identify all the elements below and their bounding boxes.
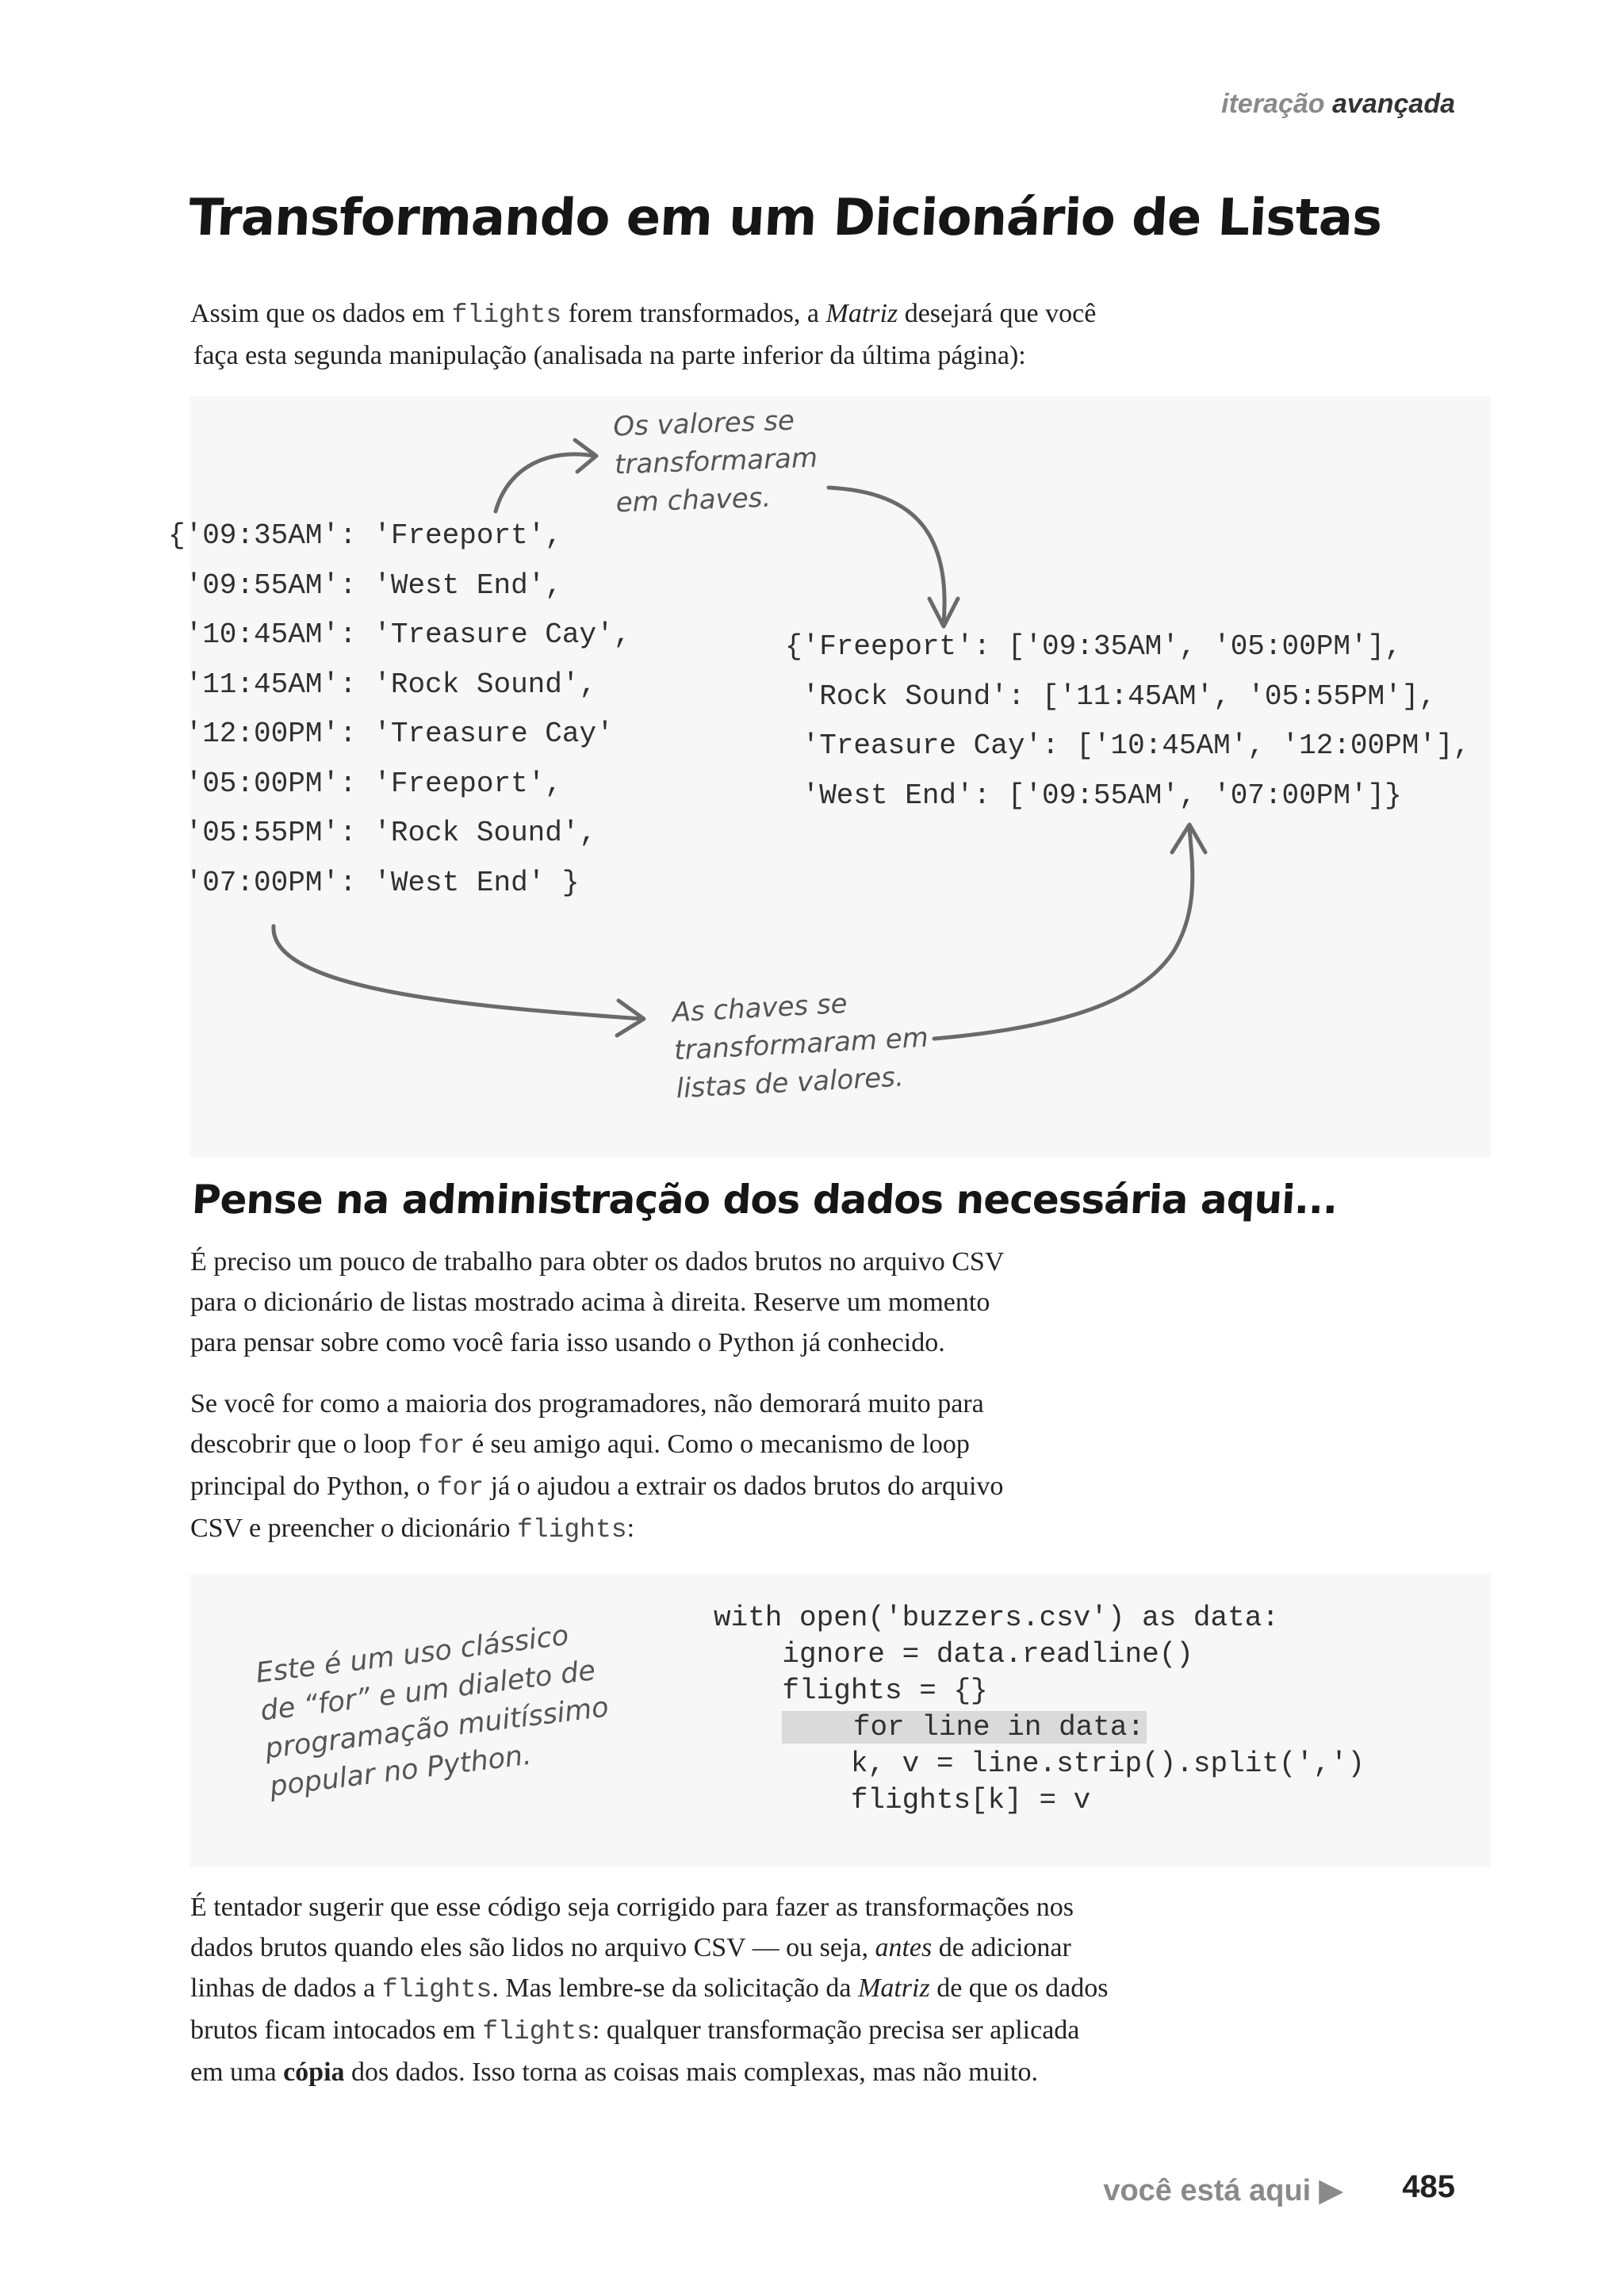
paragraph-line: principal do Python, o for já o ajudou a extrair os dados brutos do arquivo <box>190 1472 1004 1503</box>
arrow-note-to-right <box>829 488 944 622</box>
left-dict-line: '12:00PM': 'Treasure Cay' <box>168 718 614 750</box>
code-line <box>714 1711 1365 1748</box>
section-subtitle: Pense na administração dos dados necessária aqui... <box>190 1177 1339 1223</box>
paragraph-line: brutos ficam intocados em flights: qualquer transformação precisa ser aplicada <box>190 2015 1080 2046</box>
running-head-dark: avançada <box>1332 89 1455 119</box>
code-line: flights[k] = v <box>714 1784 1091 1816</box>
highlighted-for-loop: for line in data: <box>782 1711 1147 1744</box>
left-dict-line: '09:55AM': 'West End', <box>168 568 562 602</box>
right-dict-line: 'West End': ['09:55AM', '07:00PM']} <box>785 779 1402 812</box>
note-keys-to-lists: As chaves se transformaram em listas de valores. <box>671 987 929 1105</box>
paragraph-line: descobrir que o loop for é seu amigo aqui. Como o mecanismo de loop <box>190 1430 970 1460</box>
right-dict-line: 'Rock Sound': ['11:45AM', '05:55PM'], <box>785 679 1436 713</box>
paragraph-line: É tentador sugerir que esse código seja corrigido para fazer as transformações nos <box>190 1893 1074 1922</box>
page-title: Transformando em um Dicionário de Listas <box>187 189 1384 247</box>
paragraph-1 <box>190 1242 1004 1363</box>
paragraph-line: para pensar sobre como você faria isso usando o Python já conhecido. <box>190 1328 945 1357</box>
note-for-idiom: Este é um uso clássico de “for” e um dialeto de programação muitíssimo popular no Python. <box>254 1619 611 1803</box>
code-line: with open('buzzers.csv') as data: <box>714 1602 1279 1634</box>
left-dict-line: '07:00PM': 'West End' } <box>168 866 580 899</box>
paragraph-line: É preciso um pouco de trabalho para obter os dados brutos no arquivo CSV <box>190 1247 1005 1277</box>
note-values-to-keys: Os valores se transformaram em chaves. <box>612 404 818 519</box>
running-head-light: iteração <box>1221 89 1325 119</box>
paragraph-line: Se você for como a maioria dos programadores, não demorará muito para <box>190 1389 984 1418</box>
intro-line-2: faça esta segunda manipulação (analisada na parte inferior da última página): <box>193 341 1026 370</box>
code-block <box>714 1602 1365 1820</box>
code-line: ignore = data.readline() <box>714 1638 1193 1671</box>
left-dict-line: {'09:35AM': 'Freeport', <box>168 519 562 552</box>
paragraph-3 <box>190 1887 1108 2092</box>
paragraph-2 <box>190 1384 1003 1550</box>
intro-line-1: Assim que os dados em flights forem transformados, a Matriz desejará que você <box>190 299 1097 330</box>
right-dict-line: {'Freeport': ['09:35AM', '05:00PM'], <box>785 630 1402 663</box>
arrow-left-to-note <box>496 454 595 511</box>
paragraph-line: CSV e preencher o dicionário flights: <box>190 1514 635 1545</box>
code-line: flights = {} <box>714 1675 988 1707</box>
arrow-bottom-to-note <box>274 926 642 1019</box>
paragraph-line: em uma cópia dos dados. Isso torna as coisas mais complexas, mas não muito. <box>190 2058 1038 2087</box>
code-line: k, v = line.strip().split(',') <box>714 1748 1365 1780</box>
arrow-note-to-top <box>934 829 1193 1039</box>
paragraph-line: para o dicionário de listas mostrado acima à direita. Reserve um momento <box>190 1288 990 1317</box>
left-dict-line: '10:45AM': 'Treasure Cay', <box>168 618 631 651</box>
right-dict-line: 'Treasure Cay': ['10:45AM', '12:00PM'], <box>785 729 1471 762</box>
paragraph-line: linhas de dados a flights. Mas lembre-se da solicitação da Matriz de que os dados <box>190 1973 1109 2004</box>
left-dict-line: '11:45AM': 'Rock Sound', <box>168 668 597 701</box>
footer-you-are-here: você está aqui ▶ <box>1103 2174 1342 2207</box>
left-dict-line: '05:55PM': 'Rock Sound', <box>168 817 597 849</box>
paragraph-line: dados brutos quando eles são lidos no arquivo CSV — ou seja, antes de adicionar <box>190 1933 1071 1962</box>
page-number: 485 <box>1402 2169 1455 2204</box>
left-dict-line: '05:00PM': 'Freeport', <box>168 767 562 800</box>
